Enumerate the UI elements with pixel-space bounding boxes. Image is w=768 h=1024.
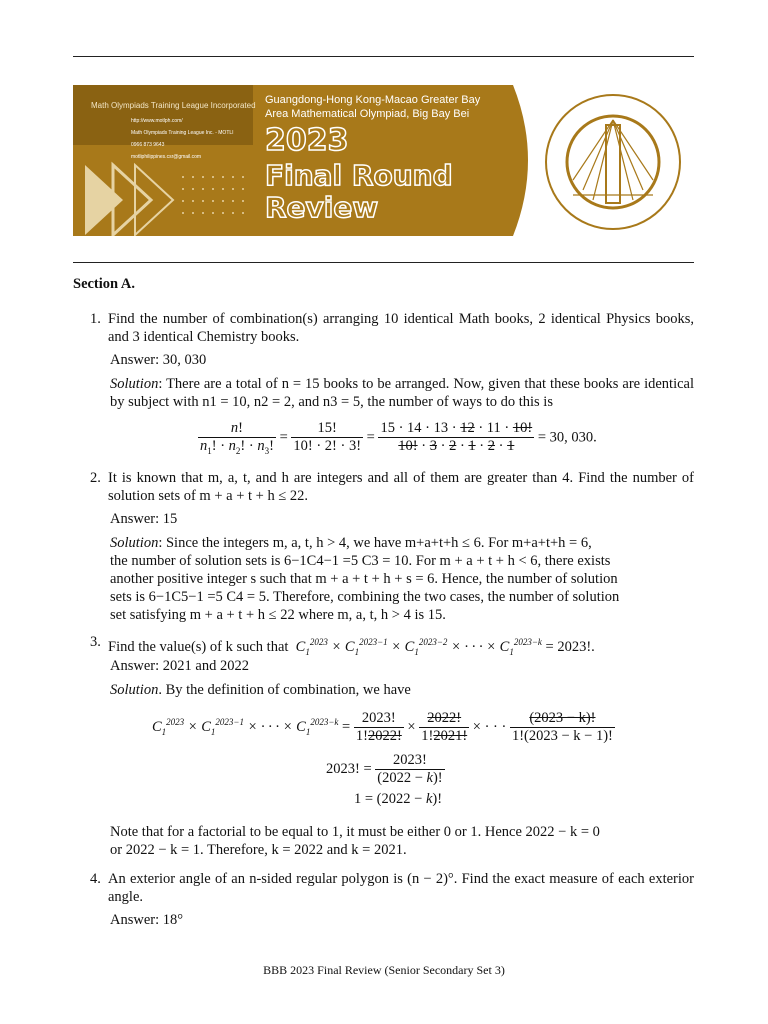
phone-number: 0966 873 9643 [131, 142, 165, 148]
equation-1: $\frac{n!}{n_1! \cdot n_2! \cdot n_3!}$ = $\frac{15!}{10! \cdot 2! \cdot 3!}$ = $\frac{15 \cdot 14 \cdot 13 \cdot 12 \cdot 11 \cdot 10!}{10! \cdot 3 \cdot 2 \cdot 1 \cdot 2 \cdot 1}$ = 30, 030. [200, 420, 597, 456]
website-link[interactable]: http://www.motlph.com/ [131, 118, 183, 124]
banner-title-line-1: Final Round [265, 159, 453, 192]
question-1 [90, 310, 694, 346]
bottom-rule [73, 262, 694, 263]
banner-year: 2023 [265, 123, 349, 158]
answer-2: Answer: 15 [110, 511, 178, 527]
solution-label: Solution [110, 535, 159, 551]
question-number: 4. [90, 871, 101, 887]
question-number: 1. [90, 311, 101, 327]
question-text: An exterior angle of an n-sided regular polygon is (n − 2)°. Find the exact measure of each exterior angle. [108, 871, 694, 905]
question-2 [90, 469, 694, 505]
region-line-2: Area Mathematical Olympiad, Big Bay Bei [265, 108, 470, 120]
answer-4: Answer: 18° [110, 912, 184, 928]
page-footer: BBB 2023 Final Review (Senior Secondary Set 3) [263, 963, 505, 977]
section-title: Section A. [73, 276, 136, 292]
solution-text: . By the definition of combination, we have [158, 682, 411, 698]
equation-3c: 1 = (2022 − k)! [354, 791, 443, 807]
solution-1 [110, 375, 694, 411]
solution-label: Solution [110, 376, 159, 392]
question-number: 2. [90, 470, 101, 486]
question-text: Find the number of combination(s) arranging 10 identical Math books, 2 identical Physics books, and 3 identical Chemistry books. [108, 311, 694, 345]
email-link[interactable]: motliphilippines.csr@gmail.com [131, 154, 202, 160]
top-rule [73, 56, 694, 57]
org-name: Math Olympiads Training League Incorporated [91, 101, 256, 110]
question-number: 3. [90, 634, 101, 650]
question-3: 3. Find the value(s) of k such that $C_1^{2023} \times C_1^{2023-1} \times C_1^{2023-2}$ × · · · × $C_1^{2023-k} = 2023$!. [90, 634, 595, 657]
answer-3: Answer: 2021 and 2022 [110, 658, 249, 674]
solution-text: : There are a total of n = 15 books to be arranged. Now, given that these books are identical by subject with n1 = 10, n2 = 2, and n3 = 5, the number of ways to do this is [110, 376, 694, 410]
solution-line: another positive integer s such that m + a + t + h + s = 6. Hence, the number of solution [110, 571, 618, 587]
solution-line: the number of solution sets is 6−1C4−1 =5 C3 = 10. For m + a + t + h < 6, there exists [110, 553, 611, 569]
question-text: It is known that m, a, t, and h are integers and all of them are greater than 4. Find the number of solution sets of m + a + t + h ≤ 22. [108, 470, 694, 504]
question-text: Find the value(s) of k such that [108, 638, 289, 655]
equation-result: = 30, 030. [537, 429, 597, 446]
solution-3 [110, 681, 694, 699]
equation-3a: $C_1^{2023} \times C_1^{2023-1}$ × · · · × $C_1^{2023-k}$ = $\frac{2023!}{1!2022!}$ × $\frac{2022!}{1!2021!}$ × · · · $\frac{(2023 - k)!}{1!(2023 - k - 1)!}$ [152, 710, 613, 744]
review-banner [73, 85, 706, 236]
note-line: Note that for a factorial to be equal to 1, it must be either 0 or 1. Hence 2022 − k = 0 [110, 824, 600, 840]
banner-title-line-2: Review [265, 191, 379, 224]
question-4 [90, 870, 694, 906]
answer-1: Answer: 30, 030 [110, 352, 207, 368]
note-line: or 2022 − k = 1. Therefore, k = 2022 and k = 2021. [110, 842, 407, 858]
solution-label: Solution [110, 682, 159, 698]
region-line-1: Guangdong-Hong Kong-Macao Greater Bay [265, 94, 481, 106]
solution-2 [110, 534, 694, 624]
solution-line: sets is 6−1C5−1 =5 C4 = 5. Therefore, combining the two cases, the number of solution [110, 589, 620, 605]
note-3 [110, 823, 694, 859]
equation-3b: 2023! = $\frac{2023!}{(2022 - k)!}$ [326, 752, 443, 786]
contact-list [131, 115, 234, 163]
solution-line: set satisfying m + a + t + h ≤ 22 where m, a, t, h > 4 is 15. [110, 607, 446, 623]
facebook-link[interactable]: Math Olympiads Training League Inc. - MOTLI [131, 130, 234, 136]
solution-line: : Since the integers m, a, t, h > 4, we have m+a+t+h ≤ 6. For m+a+t+h = 6, [158, 535, 592, 551]
